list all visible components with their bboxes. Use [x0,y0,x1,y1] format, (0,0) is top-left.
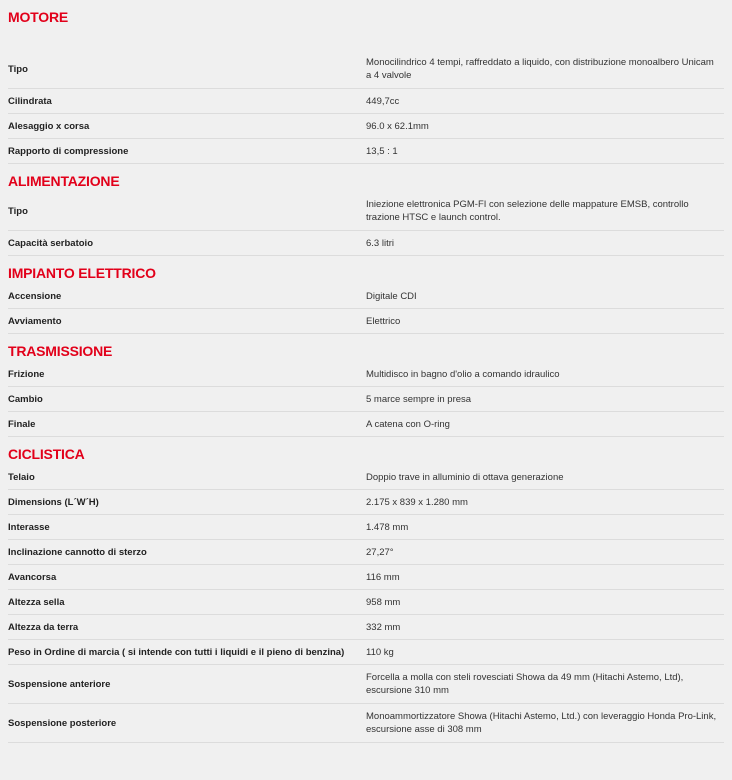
section-title: ALIMENTAZIONE [8,173,120,189]
section-impianto-elettrico [8,256,724,334]
spec-table [8,50,724,164]
spec-label: Inclinazione cannotto di sterzo [8,546,147,558]
spec-row [8,139,724,164]
spec-label: Altezza da terra [8,621,79,633]
section-trasmissione [8,334,724,437]
spec-value: Elettrico [366,315,401,327]
spec-value: 332 mm [366,621,401,633]
spec-value: Monoammortizzatore Showa (Hitachi Astemo, Ltd.) con leveraggio Honda Pro-Link, escursione asse di 308 mm [366,711,717,735]
spec-label: Tipo [8,63,28,75]
spec-value: Multidisco in bagno d'olio a comando idraulico [366,368,560,380]
spec-row [8,615,724,640]
spec-row [8,590,724,615]
spec-value: 5 marce sempre in presa [366,393,472,405]
section-title: CICLISTICA [8,446,85,462]
spec-row [8,640,724,665]
spec-value: 2.175 x 839 x 1.280 mm [366,496,468,508]
spec-row [8,412,724,437]
spec-label: Finale [8,418,36,430]
spec-value: 96.0 x 62.1mm [366,120,429,132]
spec-label: Avviamento [8,315,62,327]
spec-label: Frizione [8,368,45,380]
spec-value: Iniezione elettronica PGM-FI con selezione delle mappature EMSB, controllo trazione HTSC e launch control. [366,199,689,223]
spec-label: Accensione [8,290,62,302]
spec-table [8,284,724,334]
spec-row [8,89,724,114]
spec-label: Peso in Ordine di marcia ( si intende con tutti i liquidi e il pieno di benzina) [8,646,345,658]
section-ciclistica [8,437,724,743]
section-title: MOTORE [8,9,68,25]
spec-row [8,114,724,139]
spec-value: 449,7cc [366,95,400,107]
spec-row [8,362,724,387]
spec-row [8,515,724,540]
spec-label: Altezza sella [8,596,65,608]
spec-row [8,309,724,334]
spec-value: Doppio trave in alluminio di ottava generazione [366,471,564,483]
spec-label: Sospensione anteriore [8,678,111,690]
section-alimentazione [8,164,724,256]
spec-value: A catena con O-ring [366,418,450,430]
spec-row [8,490,724,515]
spec-value: 958 mm [366,596,401,608]
spec-label: Alesaggio x corsa [8,120,90,132]
spec-label: Cambio [8,393,43,405]
spec-label: Telaio [8,471,35,483]
spec-row [8,540,724,565]
spec-row [8,387,724,412]
spec-label: Interasse [8,521,50,533]
spec-value: 13,5 : 1 [366,145,398,157]
spec-label: Tipo [8,205,28,217]
section-title: IMPIANTO ELETTRICO [8,265,156,281]
spec-table [8,465,724,743]
spec-value: 116 mm [366,571,400,583]
spec-row [8,665,724,704]
spec-table [8,192,724,256]
spec-label: Rapporto di compressione [8,145,129,157]
spec-label: Capacità serbatoio [8,237,93,249]
spec-row [8,565,724,590]
spec-value: 1.478 mm [366,521,409,533]
spec-row [8,465,724,490]
spec-label: Avancorsa [8,571,57,583]
spec-row [8,50,724,89]
spec-label: Dimensions (L´W´H) [8,496,99,508]
spec-value: Forcella a molla con steli rovesciati Showa da 49 mm (Hitachi Astemo, Ltd), escursione 310 mm [366,672,684,696]
spec-label: Sospensione posteriore [8,717,117,729]
spec-value: 110 kg [366,646,394,658]
spec-value: 6.3 litri [366,237,394,249]
spec-value: Digitale CDI [366,290,417,302]
spec-row [8,231,724,256]
spec-row [8,704,724,743]
spec-value: Monocilindrico 4 tempi, raffreddato a liquido, con distribuzione monoalbero Unicam a 4 valvole [366,57,714,81]
section-title: TRASMISSIONE [8,343,113,359]
section-motore [8,0,724,164]
spec-table [8,362,724,437]
spec-row [8,192,724,231]
spec-value: 27,27° [366,546,394,558]
spec-row [8,284,724,309]
spec-label: Cilindrata [8,95,52,107]
